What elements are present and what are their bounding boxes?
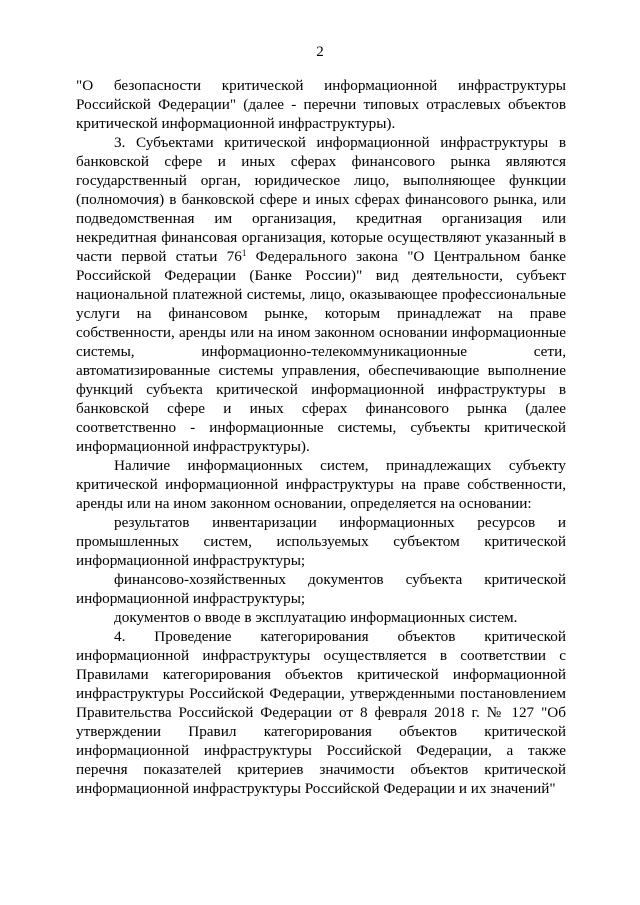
paragraph-commissioning-documents: документов о вводе в эксплуатацию информационных систем. (114, 609, 518, 626)
paragraph-item-3-text-continued: Федерального закона "О Центральном банке Российской Федерации (Банке России)" вид деятельности, субъект национальной платежной системы, лицо, оказывающее профессиональные услуги на финансовом рынке, которым принадлежат на праве собственности, аренды или на ином законном основании информационные системы, информационно-телекоммуникационные сети, автоматизированные системы управления, обеспечивающие выполнение функций субъекта критической информационной инфраструктуры в банковской сфере и иных сферах финансового рынка (далее соответственно - информационные системы, субъекты критической информационной инфраструктуры). (76, 248, 566, 455)
document-body (76, 76, 566, 798)
paragraph-financial-documents: финансово-хозяйственных документов субъекта критической информационной инфраструктуры; (76, 571, 566, 607)
paragraph-inventory-results: результатов инвентаризации информационных ресурсов и промышленных систем, используемых субъектом критической информационной инфраструктуры; (76, 514, 566, 569)
paragraph-ownership-basis: Наличие информационных систем, принадлежащих субъекту критической информационной инфраструктуры на праве собственности, аренды или на ином законном основании, определяется на основании: (76, 457, 566, 512)
paragraph-item-4: 4. Проведение категорирования объектов критической информационной инфраструктуры осуществляется в соответствии с Правилами категорирования объектов критической информационной инфраструктуры Российской Федерации, утвержденными постановлением Правительства Российской Федерации от 8 февраля 2018 г. № 127 "Об утверждении Правил категорирования объектов критической информационной инфраструктуры Российской Федерации, а также перечня показателей критериев значимости объектов критической информационной инфраструктуры Российской Федерации и их значений" (76, 628, 566, 797)
paragraph-law-title-continuation: "О безопасности критической информационной инфраструктуры Российской Федерации" (далее - перечни типовых отраслевых объектов критической информационной инфраструктуры). (76, 77, 566, 132)
paragraph-item-3-text: 3. Субъектами критической информационной инфраструктуры в банковской сфере и иных сферах финансового рынка являются государственный орган, юридическое лицо, выполняющее функции (полномочия) в банковской сфере и иных сферах финансового рынка, или подведомственная им организация, кредитная организация или некредитная финансовая организация, которые осуществляют указанный в части первой статьи 76 (76, 134, 566, 265)
page-number: 2 (316, 44, 324, 60)
article-superscript: 1 (241, 248, 247, 258)
paragraph-item-3 (76, 133, 566, 456)
